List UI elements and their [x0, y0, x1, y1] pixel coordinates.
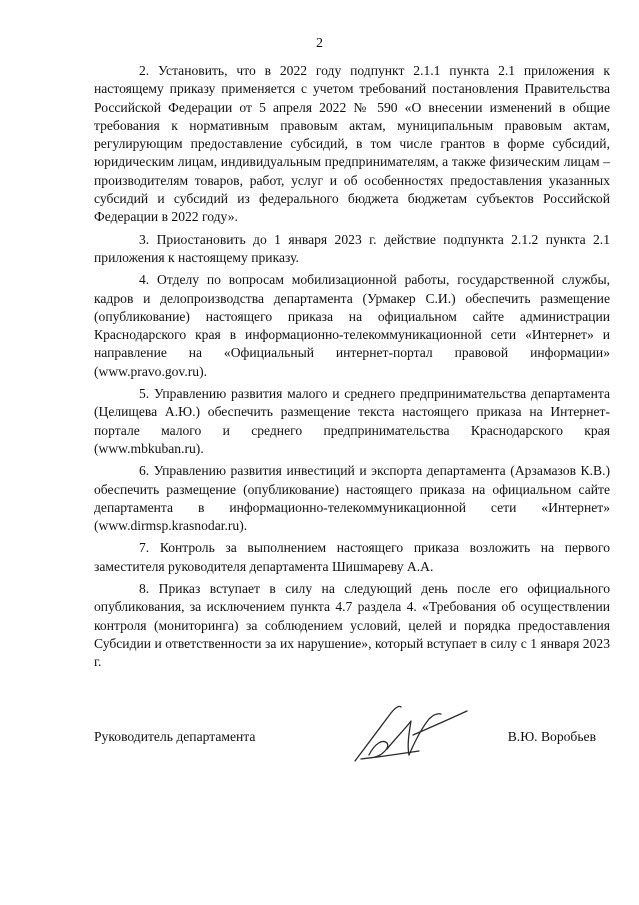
page-number: 2	[316, 36, 323, 51]
paragraph-item-7: 7. Контроль за выполнением настоящего приказа возложить на первого заместителя руководителя департамента Шишмареву А.А.	[94, 540, 610, 574]
paragraph-item-6: 6. Управлению развития инвестиций и экспорта департамента (Арзамазов К.В.) обеспечить размещение (опубликование) настоящего приказа на официальном сайте департамента в информационно-телекоммуникационной сети «Интернет» (www.dirmsp.krasnodar.ru).	[94, 463, 610, 534]
paragraph-item-2: 2. Установить, что в 2022 году подпункт 2.1.1 пункта 2.1 приложения к настоящему приказу применяется с учетом требований постановления Правительства Российской Федерации от 5 апреля 2022 № 590 «О внесении изменений в общие требования к нормативным правовым актам, муниципальным правовым актам, регулирующим предоставление субсидий, в том числе грантов в форме субсидий, юридическим лицам, индивидуальным предпринимателям, а также физическим лицам – производителям товаров, работ, услуг и об особенностях предоставления указанных субсидий и субсидий из федерального бюджета бюджетам субъектов Российской Федерации в 2022 году».	[94, 63, 610, 225]
handwritten-signature	[349, 699, 479, 769]
paragraph-item-4: 4. Отделу по вопросам мобилизационной работы, государственной службы, кадров и делопроизводства департамента (Урмакер С.И.) обеспечить размещение (опубликование) настоящего приказа на официальном сайте администрации Краснодарского края в информационно-телекоммуникационной сети «Интернет» и направление на «Официальный интернет-портал правовой информации» (www.pravo.gov.ru).	[94, 272, 610, 379]
signer-name: В.Ю. Воробьев	[507, 729, 596, 744]
paragraph-item-8: 8. Приказ вступает в силу на следующий день после его официального опубликования, за исключением пункта 4.7 раздела 4. «Требования об осуществлении контроля (мониторинга) за соблюдением условий, целей и порядка предоставления Субсидии и ответственности за их нарушение», который вступает в силу с 1 января 2023 г.	[94, 581, 610, 670]
document-body	[94, 62, 610, 676]
paragraph-item-3: 3. Приостановить до 1 января 2023 г. действие подпункта 2.1.2 пункта 2.1 приложения к настоящему приказу.	[94, 231, 610, 265]
signature-block	[94, 729, 610, 769]
paragraph-item-5: 5. Управлению развития малого и среднего предпринимательства департамента (Целищева А.Ю.) обеспечить размещение текста настоящего приказа на Интернет-портале малого и среднего предпринимательства Краснодарского края (www.mbkuban.ru).	[94, 386, 610, 456]
signer-position: Руководитель департамента	[94, 729, 256, 744]
